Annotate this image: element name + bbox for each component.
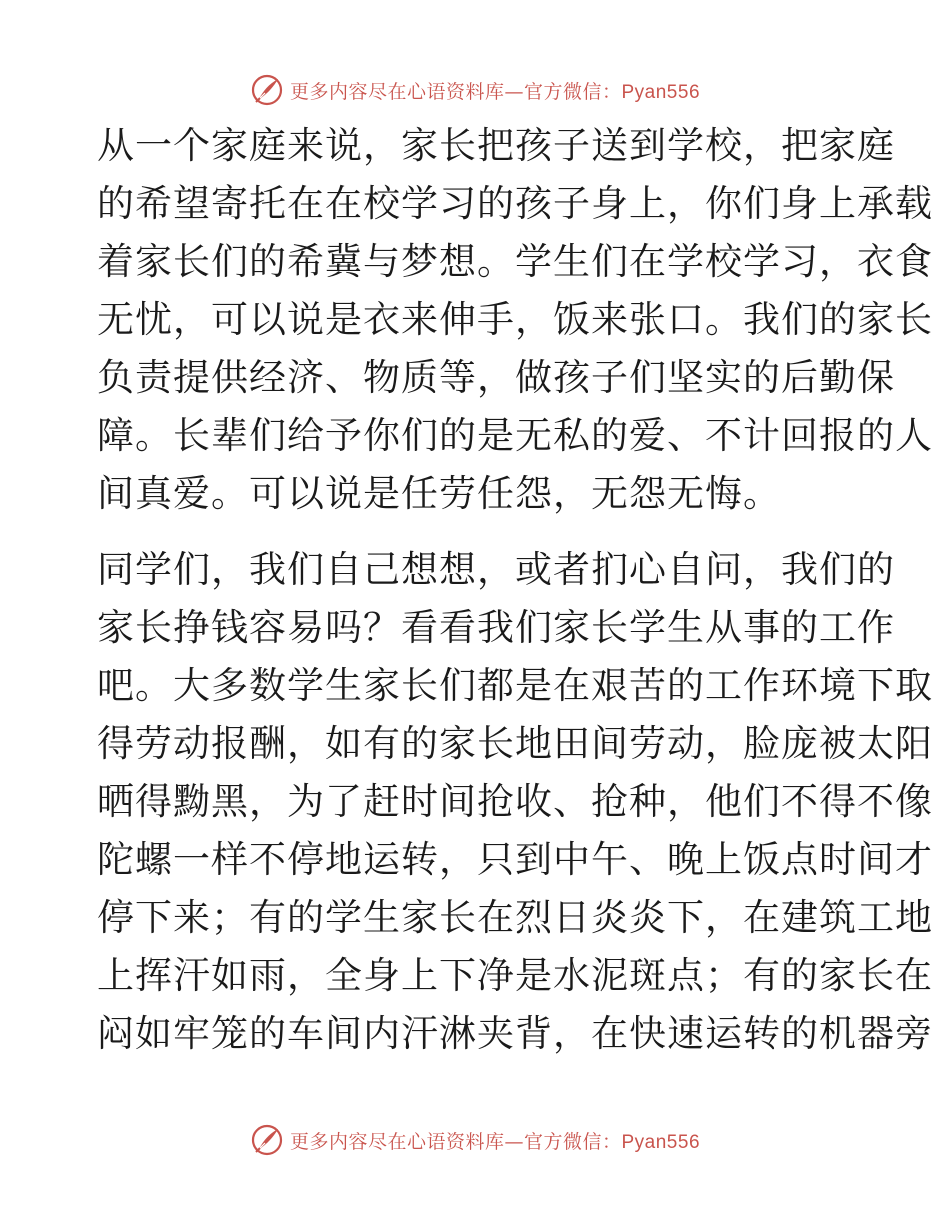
paragraph-line: 陀螺一样不停地运转，只到中午、晚上饭点时间才	[97, 838, 933, 881]
paragraph-line: 吧。大多数学生家长们都是在艰苦的工作环境下取	[97, 664, 933, 707]
footer-banner-label: 更多内容尽在心语资料库—官方微信：	[289, 1130, 622, 1153]
paragraph-line: 上挥汗如雨，全身上下净是水泥斑点；有的家长在	[97, 954, 933, 997]
footer-banner	[0, 1120, 950, 1160]
header-banner-text	[290, 77, 700, 104]
paragraph-line: 着家长们的希冀与梦想。学生们在学校学习，衣食	[97, 240, 933, 283]
paragraph-line: 间真爱。可以说是任劳任怨，无怨无悔。	[97, 472, 781, 515]
footer-banner-text	[290, 1127, 700, 1154]
paragraph-line: 从一个家庭来说，家长把孩子送到学校，把家庭	[97, 124, 895, 167]
paragraph-line: 闷如牢笼的车间内汗淋夹背，在快速运转的机器旁	[97, 1012, 933, 1055]
footer-banner-content	[250, 1123, 700, 1157]
paragraph-line: 无忧，可以说是衣来伸手，饭来张口。我们的家长	[97, 298, 933, 341]
paragraph-line: 的希望寄托在在校学习的孩子身上，你们身上承载	[97, 182, 933, 225]
paragraph-line: 得劳动报酬，如有的家长地田间劳动，脸庞被太阳	[97, 722, 933, 765]
paragraph-1	[97, 117, 933, 523]
paragraph-line: 停下来；有的学生家长在烈日炎炎下，在建筑工地	[97, 896, 933, 939]
quill-logo-icon	[250, 1123, 284, 1157]
paragraph-line: 同学们，我们自己想想，或者扪心自问，我们的	[97, 548, 895, 591]
header-banner-content	[250, 73, 700, 107]
paragraph-2	[97, 541, 933, 1063]
paragraph-line: 障。长辈们给予你们的是无私的爱、不计回报的人	[97, 414, 933, 457]
paragraph-line: 家长挣钱容易吗？看看我们家长学生从事的工作	[97, 606, 895, 649]
header-banner-label: 更多内容尽在心语资料库—官方微信：	[289, 80, 622, 103]
footer-wechat-id: Pyan556	[621, 1131, 701, 1153]
paragraph-line: 负责提供经济、物质等，做孩子们坚实的后勤保	[97, 356, 895, 399]
paragraph-line: 晒得黝黑，为了赶时间抢收、抢种，他们不得不像	[97, 780, 933, 823]
quill-logo-icon	[250, 73, 284, 107]
header-banner	[0, 70, 950, 110]
header-wechat-id: Pyan556	[621, 81, 701, 103]
